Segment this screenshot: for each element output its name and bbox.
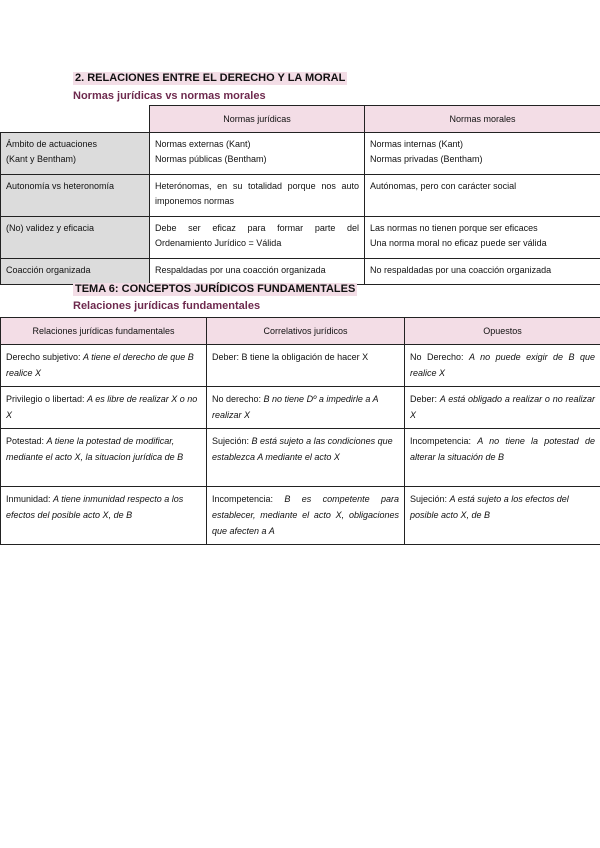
label-line: (Kant y Bentham) <box>6 154 77 164</box>
definition: A tiene el derecho de que B realice X <box>6 352 194 378</box>
row-label <box>1 133 150 175</box>
term: Privilegio o libertad: <box>6 394 88 404</box>
table-row <box>1 345 600 387</box>
cell-line: Respaldadas por una coacción organizada <box>155 265 326 275</box>
term: Inmunidad: <box>6 494 54 504</box>
term: Derecho subjetivo: <box>6 352 84 362</box>
definition: B tiene la obligación de hacer X <box>241 352 369 362</box>
moral-vs-legal-table <box>0 105 600 285</box>
term: Deber: <box>410 394 440 404</box>
term: Sujeción: <box>212 436 252 446</box>
definition: A tiene inmunidad respecto a los efectos del posible acto X, de B <box>6 494 184 520</box>
row-label <box>1 217 150 259</box>
relation-cell <box>1 345 207 387</box>
header-normas-morales: Normas morales <box>365 106 600 133</box>
term: Incompetencia: <box>212 494 285 504</box>
opposite-cell <box>405 429 600 487</box>
relation-cell <box>1 429 207 487</box>
cell-line: Debe ser eficaz para formar parte del Ordenamiento Jurídico = Válida <box>155 223 359 248</box>
morales-cell <box>365 133 600 175</box>
definition: B no tiene Dº a impedirle a A realizar X <box>212 394 379 420</box>
definition: B es competente para establecer, mediante el acto X, obligaciones que afecten a A <box>212 494 399 536</box>
table-row <box>1 175 600 217</box>
table-row <box>1 259 600 285</box>
morales-cell <box>365 217 600 259</box>
opposite-cell <box>405 345 600 387</box>
label-line: Coacción organizada <box>6 265 91 275</box>
cell-line: Una norma moral no eficaz puede ser válida <box>370 238 547 248</box>
cell-line: Las normas no tienen porque ser eficaces <box>370 223 538 233</box>
juridicas-cell <box>150 133 365 175</box>
juridicas-cell <box>150 175 365 217</box>
section1-title: 2. RELACIONES ENTRE EL DERECHO Y LA MORAL <box>75 72 346 84</box>
term: No derecho: <box>212 394 264 404</box>
cell-line: No respaldadas por una coacción organizada <box>370 265 552 275</box>
table-row <box>1 217 600 259</box>
table-row <box>1 487 600 545</box>
row-label <box>1 259 150 285</box>
opposite-cell <box>405 487 600 545</box>
cell-line: Heterónomas, en su totalidad porque nos auto imponemos normas <box>155 181 359 206</box>
definition: A está obligado a realizar o no realizar X <box>410 394 595 420</box>
term: Potestad: <box>6 436 47 446</box>
table-header-row <box>1 106 600 133</box>
term: Incompetencia: <box>410 436 478 446</box>
definition: A tiene la potestad de modificar, mediante el acto X, la situacion jurídica de B <box>6 436 184 462</box>
fundamental-relations-table <box>0 317 600 545</box>
header-relaciones: Relaciones jurídicas fundamentales <box>1 318 207 345</box>
cell-line: Normas externas (Kant) <box>155 139 251 149</box>
correlative-cell <box>207 429 405 487</box>
header-opuestos: Opuestos <box>405 318 600 345</box>
cell-line: Normas públicas (Bentham) <box>155 154 267 164</box>
definition: B está sujeto a las condiciones que establezca A mediante el acto X <box>212 436 393 462</box>
cell-line: Normas internas (Kant) <box>370 139 464 149</box>
relation-cell <box>1 387 207 429</box>
label-line: Autonomía vs heteronomía <box>6 181 115 191</box>
table-row <box>1 429 600 487</box>
term: No Derecho: <box>410 352 469 362</box>
header-normas-juridicas: Normas jurídicas <box>150 106 365 133</box>
table-header-row <box>1 318 600 345</box>
definition: A no tiene la potestad de alterar la situación de B <box>410 436 595 462</box>
row-label <box>1 175 150 217</box>
header-correlativos: Correlativos jurídicos <box>207 318 405 345</box>
correlative-cell <box>207 387 405 429</box>
label-line: Ámbito de actuaciones <box>6 139 98 149</box>
empty-corner-cell <box>1 106 150 133</box>
definition: A no puede exigir de B que realice X <box>410 352 596 378</box>
section1-subtitle: Normas jurídicas vs normas morales <box>73 90 266 102</box>
section2-title: TEMA 6: CONCEPTOS JURÍDICOS FUNDAMENTALES <box>75 283 356 295</box>
relation-cell <box>1 487 207 545</box>
cell-line: Autónomas, pero con carácter social <box>370 181 517 191</box>
term: Deber: <box>212 352 242 362</box>
juridicas-cell <box>150 217 365 259</box>
correlative-cell <box>207 487 405 545</box>
table-row <box>1 133 600 175</box>
label-line: (No) validez y eficacia <box>6 223 95 233</box>
morales-cell <box>365 259 600 285</box>
juridicas-cell <box>150 259 365 285</box>
cell-line: Normas privadas (Bentham) <box>370 154 483 164</box>
opposite-cell <box>405 387 600 429</box>
morales-cell <box>365 175 600 217</box>
term: Sujeción: <box>410 494 450 504</box>
correlative-cell <box>207 345 405 387</box>
definition: A está sujeto a los efectos del posible acto X, de B <box>410 494 569 520</box>
definition: A es libre de realizar X o no X <box>6 394 198 420</box>
section2-subtitle: Relaciones jurídicas fundamentales <box>73 300 261 312</box>
table-row <box>1 387 600 429</box>
